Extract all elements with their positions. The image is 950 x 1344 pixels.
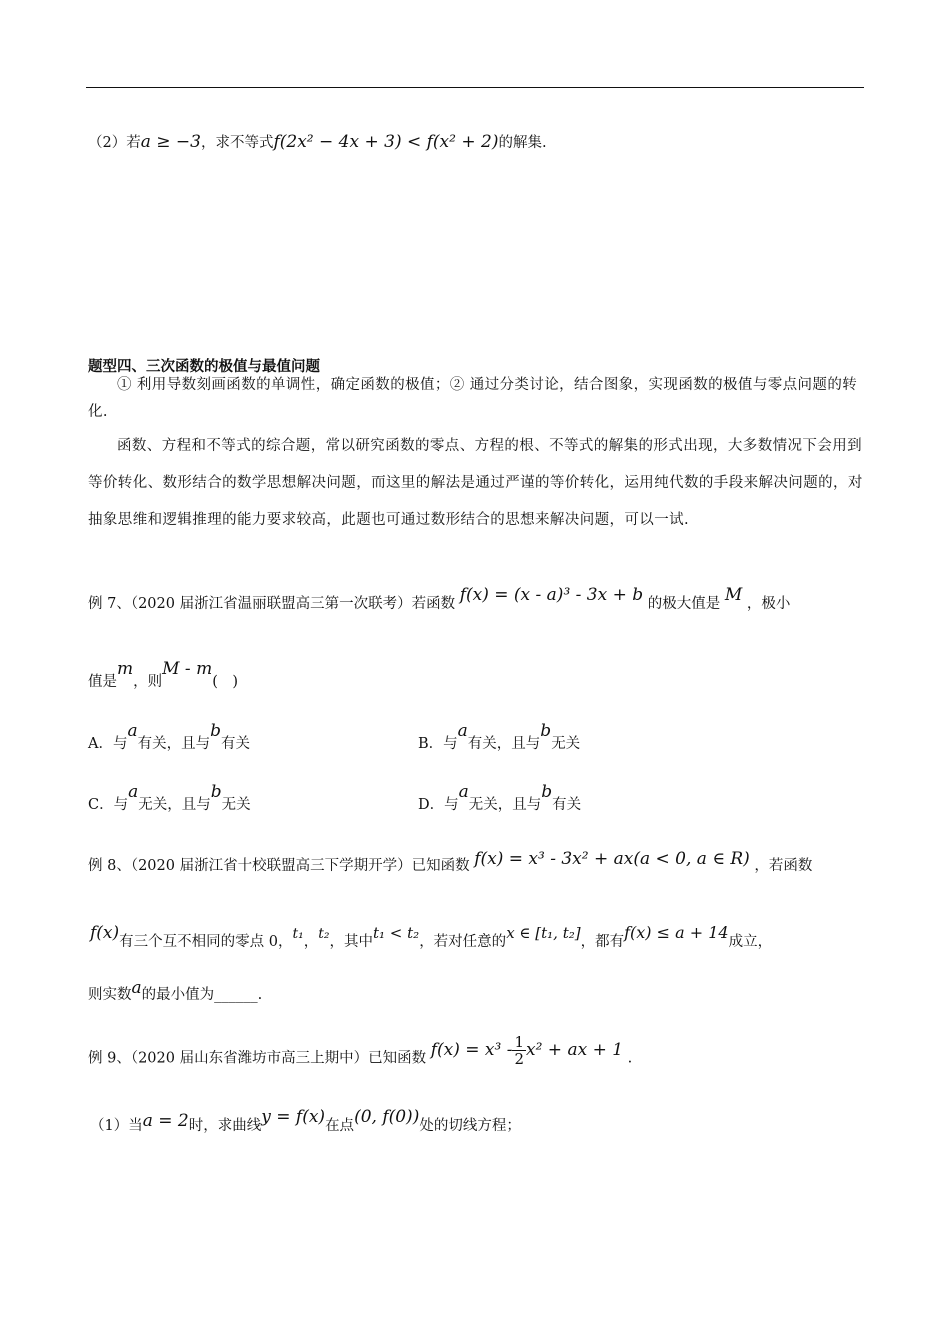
choice-a[interactable]: [88, 721, 251, 753]
choice-c-label: C．与: [88, 797, 129, 813]
choice-b-text1: 有关，且与: [467, 736, 541, 752]
part2-text1: ，求不等式: [200, 135, 274, 151]
part2-text2: 的解集.: [498, 135, 547, 151]
example-7-l2a: 值是: [88, 674, 117, 690]
choice-b-var-a: a: [457, 721, 468, 741]
example-8-tail: ，若函数: [754, 858, 813, 874]
part2-inequality: f(2x² − 4x + 3) < f(x² + 2): [273, 132, 499, 152]
choice-a-var-b: b: [210, 721, 222, 741]
example-8-t1: 有三个互不相同的零点 0，: [119, 934, 293, 950]
q1-c: 在点: [325, 1118, 355, 1134]
example-8-line-1: [88, 849, 813, 877]
example-8-l3b: 的最小值为______.: [141, 987, 263, 1003]
example-7-min: m: [117, 659, 134, 679]
example-7-max: M: [724, 585, 743, 605]
choice-c-var-b: b: [210, 782, 222, 802]
part2-label: （2）若: [88, 135, 141, 151]
section-paragraph-2: 函数、方程和不等式的综合题，常以研究函数的零点、方程的根、不等式的解集的形式出现，大多数情况下会用到等价转化、数形结合的数学思想解决问题，而这里的解法是通过严谨的等价转化，运用纯代数的手段来解决问题的，对抽象思维和逻辑推理的能力要求较高，此题也可通过数形结合的思想来解决问题，可以一试.: [88, 438, 863, 528]
choice-a-text1: 有关，且与: [137, 736, 211, 752]
q1-b: 时，求曲线: [188, 1118, 262, 1134]
example-8-l3a: 则实数: [88, 987, 132, 1003]
header-rule: [86, 87, 864, 88]
example-7-lead: 例 7、（2020 届浙江省温丽联盟高三第一次联考）若函数: [88, 596, 456, 612]
section-title: 题型四、三次函数的极值与最值问题: [88, 358, 320, 375]
example-8-t4: ，都有: [580, 934, 625, 950]
choice-d-label: D．与: [418, 797, 459, 813]
choice-c-var-a: a: [128, 782, 139, 802]
example-7-mid: 的极大值是: [647, 596, 721, 612]
part2-line: [88, 131, 547, 154]
choice-d-var-a: a: [458, 782, 469, 802]
choice-b-var-b: b: [540, 721, 552, 741]
q1-d: 处的切线方程；: [419, 1118, 521, 1134]
choice-d-var-b: b: [541, 782, 553, 802]
example-8-bound: f(x) ≤ a + 14: [624, 923, 729, 942]
example-8-function: f(x) = x³ - 3x² + ax(a < 0, a ∈ R): [474, 849, 750, 869]
example-8-line-2: [90, 923, 773, 953]
example-8-t3: ，若对任意的: [419, 934, 507, 950]
example-9-lead: 例 9、（2020 届山东省潍坊市高三上期中）已知函数: [88, 1050, 427, 1067]
example-9-frac-num: 1: [514, 1033, 524, 1051]
choice-d-text2: 有关: [552, 797, 582, 813]
example-7-line-1: [88, 585, 791, 615]
example-8-order: t₁ < t₂: [373, 924, 420, 942]
choice-a-label: A．与: [88, 736, 128, 752]
example-8-fx: f(x): [90, 923, 120, 943]
q1-point: (0, f(0)): [354, 1107, 420, 1127]
example-8-var-a: a: [131, 978, 142, 998]
example-7-tail: ，极小: [746, 596, 791, 612]
example-7-paren: ( ): [212, 674, 239, 690]
example-8-zero-1: t₁: [292, 926, 304, 942]
example-9-function-lhs: f(x) = x³ -: [430, 1039, 513, 1060]
choice-a-var-a: a: [127, 721, 138, 741]
section-paragraph-1: ① 利用导数刻画函数的单调性，确定函数的极值；② 通过分类讨论，结合图象，实现函数的极值与零点问题的转化.: [88, 377, 858, 420]
example-9-question-1: [90, 1107, 521, 1137]
q1-condition: a = 2: [142, 1111, 189, 1131]
example-8-sep: ，: [303, 934, 319, 950]
choice-b-label: B．与: [418, 736, 458, 752]
example-8-range: x ∈ [t₁, t₂]: [506, 924, 581, 942]
example-8-line-3: [88, 978, 263, 1006]
choice-c[interactable]: [88, 782, 251, 814]
q1-curve: y = f(x): [261, 1107, 326, 1127]
example-9-line-1: [88, 1033, 633, 1075]
example-9-function-rhs: x² + ax + 1: [526, 1039, 624, 1060]
example-9-fraction: [512, 1034, 526, 1067]
choice-a-text2: 有关: [221, 736, 251, 752]
choice-d-text1: 无关，且与: [468, 797, 542, 813]
choice-b-text2: 无关: [551, 736, 581, 752]
choice-d[interactable]: [418, 782, 582, 814]
example-7-function: f(x) = (x - a)³ - 3x + b: [459, 585, 644, 605]
example-7-l2b: ，则: [133, 674, 163, 690]
example-7-line-2: [88, 659, 239, 693]
choice-c-text2: 无关: [221, 797, 251, 813]
example-7-diff: M - m: [162, 659, 213, 679]
example-9-frac-den: 2: [514, 1050, 524, 1068]
choice-c-text1: 无关，且与: [138, 797, 211, 813]
example-8-t2: ，其中: [329, 934, 373, 950]
example-8-t5: 成立，: [728, 934, 773, 950]
q1-a: （1）当: [90, 1118, 143, 1134]
example-8-zero-2: t₂: [318, 926, 330, 942]
example-8-lead: 例 8、（2020 届浙江省十校联盟高三下学期开学）已知函数: [88, 858, 470, 874]
choice-b[interactable]: [418, 721, 581, 753]
part2-condition: a ≥ −3: [140, 132, 201, 152]
example-9-tail: .: [627, 1050, 633, 1067]
